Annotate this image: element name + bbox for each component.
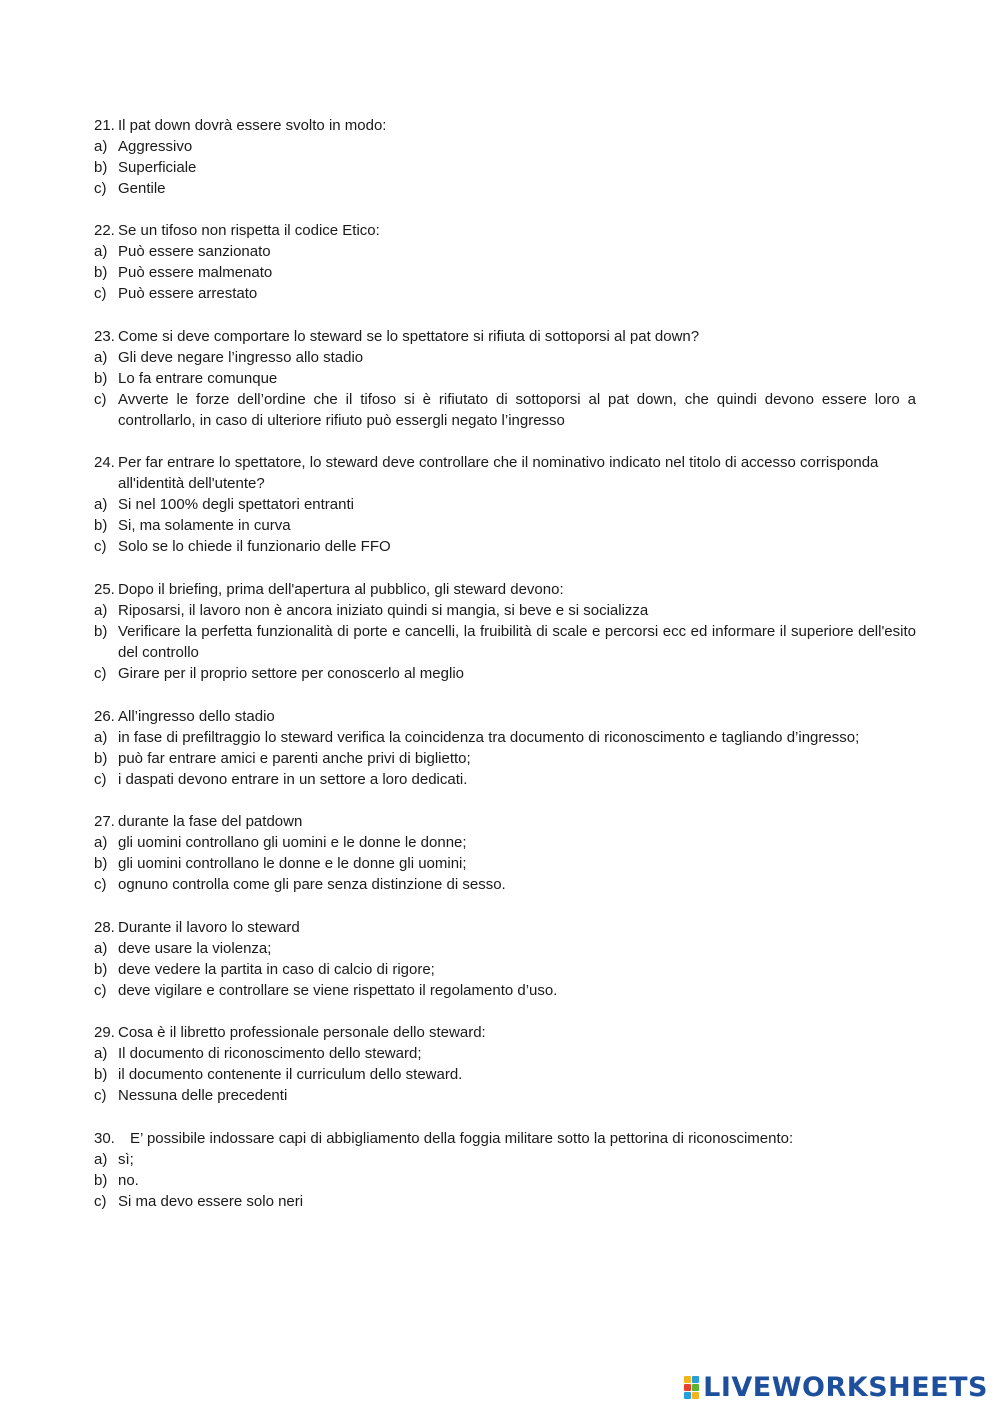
answer-option[interactable] <box>94 1170 916 1191</box>
answer-option[interactable] <box>94 389 916 431</box>
question-25 <box>94 579 916 684</box>
question-29 <box>94 1022 916 1106</box>
question-text: E’ possibile indossare capi di abbigliamento della foggia militare sotto la pettorina di riconoscimento: <box>130 1130 794 1147</box>
answer-option[interactable] <box>94 748 916 769</box>
option-text: Avverte le forze dell’ordine che il tifoso si è rifiutato di sottoporsi al pat down, che quindi devono essere loro a controllarlo, in caso di ulteriore rifiuto può essergli negato l’ingresso <box>118 391 916 429</box>
option-letter: c) <box>94 285 107 302</box>
question-text: All’ingresso dello stadio <box>118 708 275 725</box>
option-letter: a) <box>94 349 108 366</box>
answer-option[interactable] <box>94 515 916 536</box>
option-text: Girare per il proprio settore per conoscerlo al meglio <box>118 665 464 682</box>
option-text: Nessuna delle precedenti <box>118 1087 288 1104</box>
answer-option[interactable] <box>94 1043 916 1064</box>
option-text: gli uomini controllano gli uomini e le donne le donne; <box>118 834 467 851</box>
answer-option[interactable] <box>94 1191 916 1212</box>
question-text: Come si deve comportare lo steward se lo spettatore si rifiuta di sottoporsi al pat down? <box>118 328 700 345</box>
question-number: 23. <box>94 328 115 345</box>
option-text: può far entrare amici e parenti anche privi di biglietto; <box>118 750 471 767</box>
option-letter: c) <box>94 1087 107 1104</box>
question-24 <box>94 452 916 557</box>
answer-option[interactable] <box>94 136 916 157</box>
answer-option[interactable] <box>94 157 916 178</box>
answer-option[interactable] <box>94 600 916 621</box>
option-text: Solo se lo chiede il funzionario delle FFO <box>118 538 391 555</box>
answer-option[interactable] <box>94 283 916 304</box>
option-text: Il documento di riconoscimento dello steward; <box>118 1045 422 1062</box>
question-text: durante la fase del patdown <box>118 813 303 830</box>
option-letter: c) <box>94 876 107 893</box>
question-22 <box>94 220 916 304</box>
question-text: Il pat down dovrà essere svolto in modo: <box>118 117 387 134</box>
option-text: gli uomini controllano le donne e le donne gli uomini; <box>118 855 467 872</box>
option-text: Superficiale <box>118 159 197 176</box>
option-letter: b) <box>94 1172 108 1189</box>
answer-option[interactable] <box>94 262 916 283</box>
option-letter: b) <box>94 855 108 872</box>
option-text: Si ma devo essere solo neri <box>118 1193 304 1210</box>
answer-option[interactable] <box>94 938 916 959</box>
option-text: ognuno controlla come gli pare senza distinzione di sesso. <box>118 876 506 893</box>
option-text: Gentile <box>118 180 166 197</box>
option-letter: c) <box>94 982 107 999</box>
option-letter: c) <box>94 665 107 682</box>
option-text: il documento contenente il curriculum dello steward. <box>118 1066 463 1083</box>
option-text: Si nel 100% degli spettatori entranti <box>118 496 354 513</box>
question-text: Dopo il briefing, prima dell'apertura al pubblico, gli steward devono: <box>118 581 564 598</box>
question-number: 24. <box>94 454 115 471</box>
option-letter: a) <box>94 496 108 513</box>
option-letter: c) <box>94 771 107 788</box>
option-text: Gli deve negare l’ingresso allo stadio <box>118 349 364 366</box>
answer-option[interactable] <box>94 178 916 199</box>
brand-text: LIVEWORKSHEETS <box>703 1372 988 1403</box>
option-letter: c) <box>94 180 107 197</box>
answer-option[interactable] <box>94 727 916 748</box>
answer-option[interactable] <box>94 1064 916 1085</box>
question-number: 21. <box>94 117 115 134</box>
option-text: Riposarsi, il lavoro non è ancora iniziato quindi si mangia, si beve e si socializza <box>118 602 649 619</box>
question-number: 22. <box>94 222 115 239</box>
option-text: sì; <box>118 1151 134 1168</box>
liveworksheets-icon <box>684 1376 699 1399</box>
option-letter: a) <box>94 1045 108 1062</box>
liveworksheets-logo[interactable] <box>684 1372 988 1403</box>
option-letter: a) <box>94 834 108 851</box>
question-text: Cosa è il libretto professionale personale dello steward: <box>118 1024 486 1041</box>
option-text: Può essere sanzionato <box>118 243 271 260</box>
question-number: 25. <box>94 581 115 598</box>
question-number: 30. <box>94 1130 115 1147</box>
question-26 <box>94 706 916 790</box>
option-text: deve usare la violenza; <box>118 940 272 957</box>
option-letter: a) <box>94 940 108 957</box>
option-text: Verificare la perfetta funzionalità di porte e cancelli, la fruibilità di scale e percorsi ecc ed informare il superiore dell'esito del controllo <box>118 623 916 661</box>
question-23 <box>94 326 916 431</box>
option-text: deve vedere la partita in caso di calcio di rigore; <box>118 961 435 978</box>
answer-option[interactable] <box>94 536 916 557</box>
question-28 <box>94 917 916 1001</box>
option-letter: b) <box>94 1066 108 1083</box>
option-letter: a) <box>94 1151 108 1168</box>
option-text: Lo fa entrare comunque <box>118 370 278 387</box>
answer-option[interactable] <box>94 494 916 515</box>
question-21 <box>94 115 916 199</box>
option-letter: c) <box>94 391 107 408</box>
option-letter: c) <box>94 1193 107 1210</box>
answer-option[interactable] <box>94 980 916 1001</box>
option-text: in fase di prefiltraggio lo steward verifica la coincidenza tra documento di riconoscimento e tagliando d’ingresso; <box>118 729 860 746</box>
answer-option[interactable] <box>94 663 916 684</box>
option-letter: b) <box>94 623 108 640</box>
answer-option[interactable] <box>94 621 916 663</box>
option-text: Si, ma solamente in curva <box>118 517 291 534</box>
answer-option[interactable] <box>94 241 916 262</box>
option-text: i daspati devono entrare in un settore a loro dedicati. <box>118 771 468 788</box>
question-number: 26. <box>94 708 115 725</box>
question-30 <box>94 1128 916 1212</box>
question-text: Se un tifoso non rispetta il codice Etico: <box>118 222 380 239</box>
answer-option[interactable] <box>94 832 916 853</box>
option-letter: b) <box>94 159 108 176</box>
option-letter: b) <box>94 370 108 387</box>
option-letter: b) <box>94 264 108 281</box>
question-27 <box>94 811 916 895</box>
answer-option[interactable] <box>94 959 916 980</box>
option-letter: b) <box>94 517 108 534</box>
option-letter: a) <box>94 729 108 746</box>
answer-option[interactable] <box>94 368 916 389</box>
question-number: 27. <box>94 813 115 830</box>
option-text: no. <box>118 1172 139 1189</box>
question-text: Per far entrare lo spettatore, lo steward deve controllare che il nominativo indicato nel titolo di accesso corrisponda all'identità dell'utente? <box>118 454 879 492</box>
answer-option[interactable] <box>94 347 916 368</box>
option-letter: b) <box>94 961 108 978</box>
answer-option[interactable] <box>94 874 916 895</box>
question-number: 29. <box>94 1024 115 1041</box>
answer-option[interactable] <box>94 853 916 874</box>
answer-option[interactable] <box>94 1085 916 1106</box>
answer-option[interactable] <box>94 769 916 790</box>
option-letter: a) <box>94 602 108 619</box>
question-text: Durante il lavoro lo steward <box>118 919 300 936</box>
option-letter: a) <box>94 138 108 155</box>
question-number: 28. <box>94 919 115 936</box>
option-letter: b) <box>94 750 108 767</box>
option-text: Può essere arrestato <box>118 285 258 302</box>
option-letter: c) <box>94 538 107 555</box>
option-text: deve vigilare e controllare se viene rispettato il regolamento d’uso. <box>118 982 558 999</box>
option-text: Aggressivo <box>118 138 193 155</box>
option-letter: a) <box>94 243 108 260</box>
answer-option[interactable] <box>94 1149 916 1170</box>
option-text: Può essere malmenato <box>118 264 273 281</box>
